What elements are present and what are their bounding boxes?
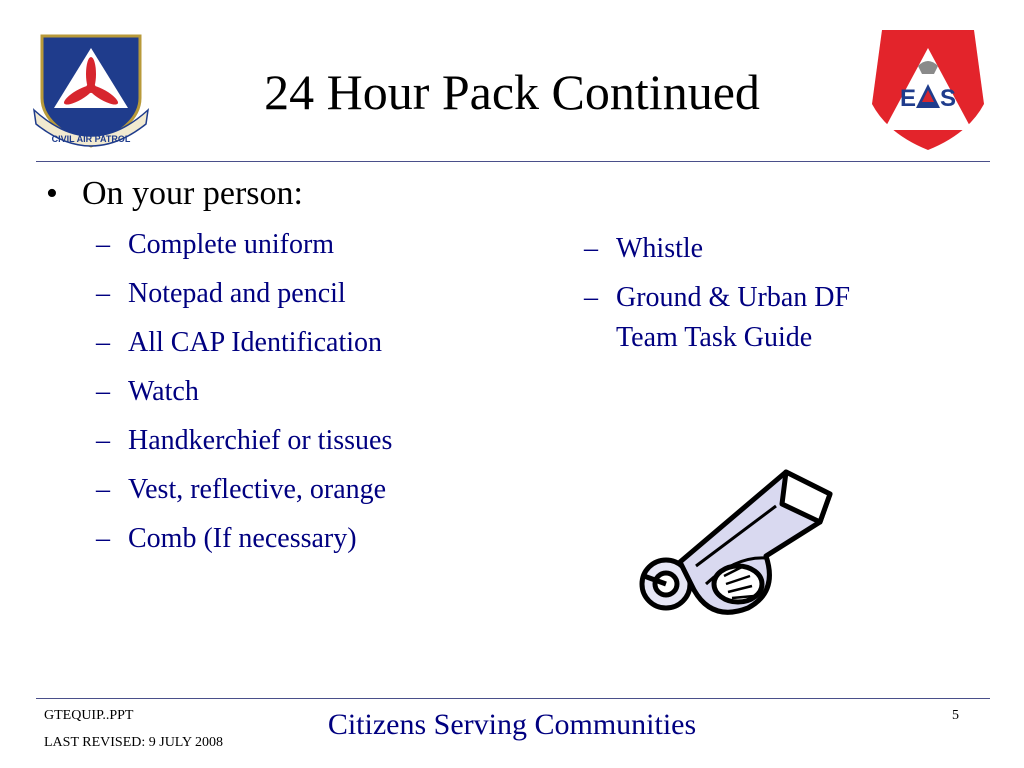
footer-filename: GTEQUIP..PPT [44,708,134,723]
dash-glyph: – [584,282,598,313]
es-logo-letter-s: S [940,85,957,112]
footer-divider [36,698,990,699]
dash-glyph: – [96,474,110,505]
list-item-text: Whistle [616,233,704,264]
list-item [96,519,392,559]
page-title: 24 Hour Pack Continued [264,64,760,120]
dash-glyph: – [96,229,110,260]
bullet-glyph: • [46,175,58,212]
whistle-icon [636,466,836,620]
list-item-text: Watch [128,376,199,407]
dash-glyph: – [96,376,110,407]
list-item [584,229,914,269]
main-bullet-text: On your person: [82,175,303,212]
emergency-services-logo [868,26,988,152]
dash-glyph: – [584,233,598,264]
left-item-list [96,225,392,568]
dash-glyph: – [96,278,110,309]
dash-glyph: – [96,523,110,554]
list-item [96,225,392,265]
list-item [96,470,392,510]
list-item-text: Handkerchief or tissues [128,425,393,456]
list-item [96,274,392,314]
dash-glyph: – [96,327,110,358]
title-divider [36,161,990,162]
dash-glyph: – [96,425,110,456]
list-item [96,323,392,363]
list-item [584,278,914,358]
list-item-text: Comb (If necessary) [128,523,357,554]
slide-number: 5 [952,708,959,723]
footer-revision-date: LAST REVISED: 9 JULY 2008 [44,735,224,750]
list-item-text: Vest, reflective, orange [128,474,387,505]
list-item-text: Ground & Urban DF Team Task Guide [616,282,851,353]
footer-slogan: Citizens Serving Communities [327,708,697,741]
right-item-list [584,229,914,367]
cap-logo-text: CIVIL AIR PATROL [51,134,131,144]
main-bullet [46,172,303,216]
es-logo-letter-e: E [900,85,917,112]
list-item-text: All CAP Identification [128,327,383,358]
list-item [96,372,392,412]
list-item-text: Complete uniform [128,229,335,260]
list-item-text: Notepad and pencil [128,278,346,309]
list-item [96,421,392,461]
